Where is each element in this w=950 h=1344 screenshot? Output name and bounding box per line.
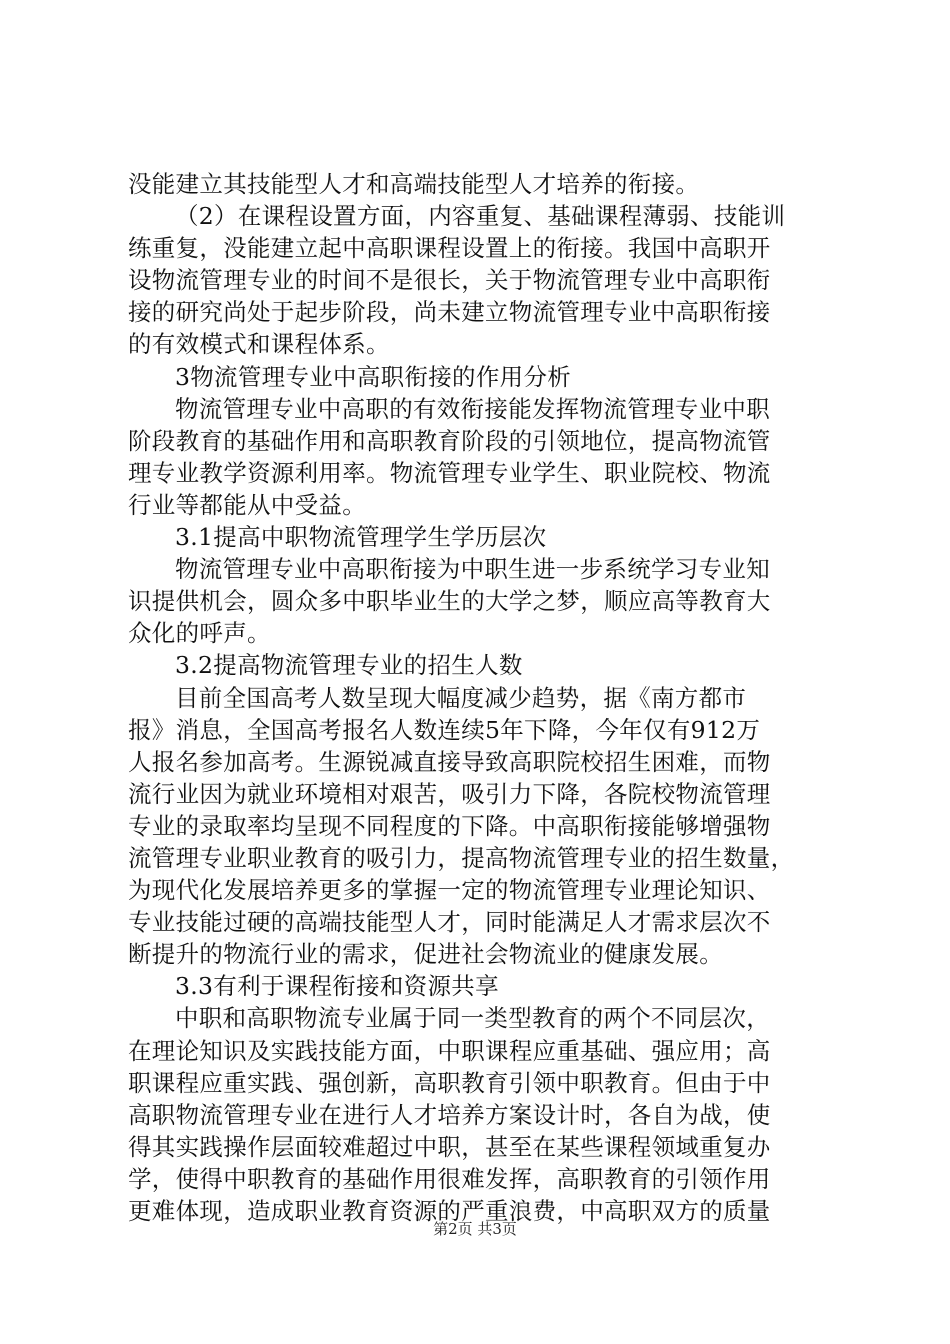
text-line: 更难体现，造成职业教育资源的严重浪费，中高职双方的质量 bbox=[128, 1197, 771, 1225]
text-line: 专业技能过硬的高端技能型人才，同时能满足人才需求层次不 bbox=[128, 908, 771, 937]
text-line: 得其实践操作层面较难超过中职，甚至在某些课程领域重复办 bbox=[128, 1132, 771, 1161]
text-line: 物流管理专业中高职衔接为中职生进一步系统学习专业知 bbox=[175, 555, 770, 584]
text-line: 设物流管理专业的时间不是很长，关于物流管理专业中高职衔 bbox=[128, 266, 771, 295]
text-line: 报》消息，全国高考报名人数连续5年下降，今年仅有912万 bbox=[128, 715, 761, 744]
text-line: 理专业教学资源利用率。物流管理专业学生、职业院校、物流 bbox=[128, 458, 771, 487]
text-line: 学，使得中职教育的基础作用很难发挥，高职教育的引领作用 bbox=[128, 1164, 771, 1193]
text-line: 专业的录取率均呈现不同程度的下降。中高职衔接能够增强物 bbox=[128, 811, 771, 840]
text-line: 没能建立其技能型人才和高端技能型人才培养的衔接。 bbox=[128, 170, 700, 198]
text-line: 接的研究尚处于起步阶段，尚未建立物流管理专业中高职衔接 bbox=[128, 298, 771, 327]
text-line: 众化的呼声。 bbox=[128, 619, 271, 648]
text-line: （2）在课程设置方面，内容重复、基础课程薄弱、技能训 bbox=[175, 202, 786, 231]
text-line: 阶段教育的基础作用和高职教育阶段的引领地位，提高物流管 bbox=[128, 426, 771, 455]
text-line: 中职和高职物流专业属于同一类型教育的两个不同层次， bbox=[175, 1004, 770, 1033]
page-footer: 第2页 共3页 bbox=[433, 1220, 517, 1238]
text-line: 高职物流管理专业在进行人才培养方案设计时，各自为战，使 bbox=[128, 1100, 771, 1129]
text-line: 断提升的物流行业的需求，促进社会物流业的健康发展。 bbox=[128, 940, 723, 969]
text-line: 练重复，没能建立起中高职课程设置上的衔接。我国中高职开 bbox=[128, 234, 771, 263]
text-line: 目前全国高考人数呈现大幅度减少趋势，据《南方都市 bbox=[175, 683, 747, 712]
text-line: 为现代化发展培养更多的掌握一定的物流管理专业理论知识、 bbox=[128, 876, 771, 905]
text-line: 职课程应重实践、强创新，高职教育引领中职教育。但由于中 bbox=[128, 1068, 771, 1097]
text-line: 行业等都能从中受益。 bbox=[128, 490, 366, 519]
document-body bbox=[128, 168, 838, 1227]
text-line: 在理论知识及实践技能方面，中职课程应重基础、强应用；高 bbox=[128, 1036, 771, 1065]
section-heading: 3.1提高中职物流管理学生学历层次 bbox=[175, 523, 547, 552]
text-line: 物流管理专业中高职的有效衔接能发挥物流管理专业中职 bbox=[175, 394, 770, 423]
text-line: 人报名参加高考。生源锐减直接导致高职院校招生困难，而物 bbox=[128, 747, 771, 776]
text-line: 流行业因为就业环境相对艰苦，吸引力下降，各院校物流管理 bbox=[128, 779, 771, 808]
section-heading: 3.2提高物流管理专业的招生人数 bbox=[175, 651, 523, 680]
text-line: 的有效模式和课程体系。 bbox=[128, 330, 390, 359]
text-line: 识提供机会，圆众多中职毕业生的大学之梦，顺应高等教育大 bbox=[128, 587, 771, 616]
section-heading: 3物流管理专业中高职衔接的作用分析 bbox=[175, 362, 572, 391]
text-line: 流管理专业职业教育的吸引力，提高物流管理专业的招生数量， bbox=[128, 843, 795, 872]
section-heading: 3.3有利于课程衔接和资源共享 bbox=[175, 972, 499, 1001]
